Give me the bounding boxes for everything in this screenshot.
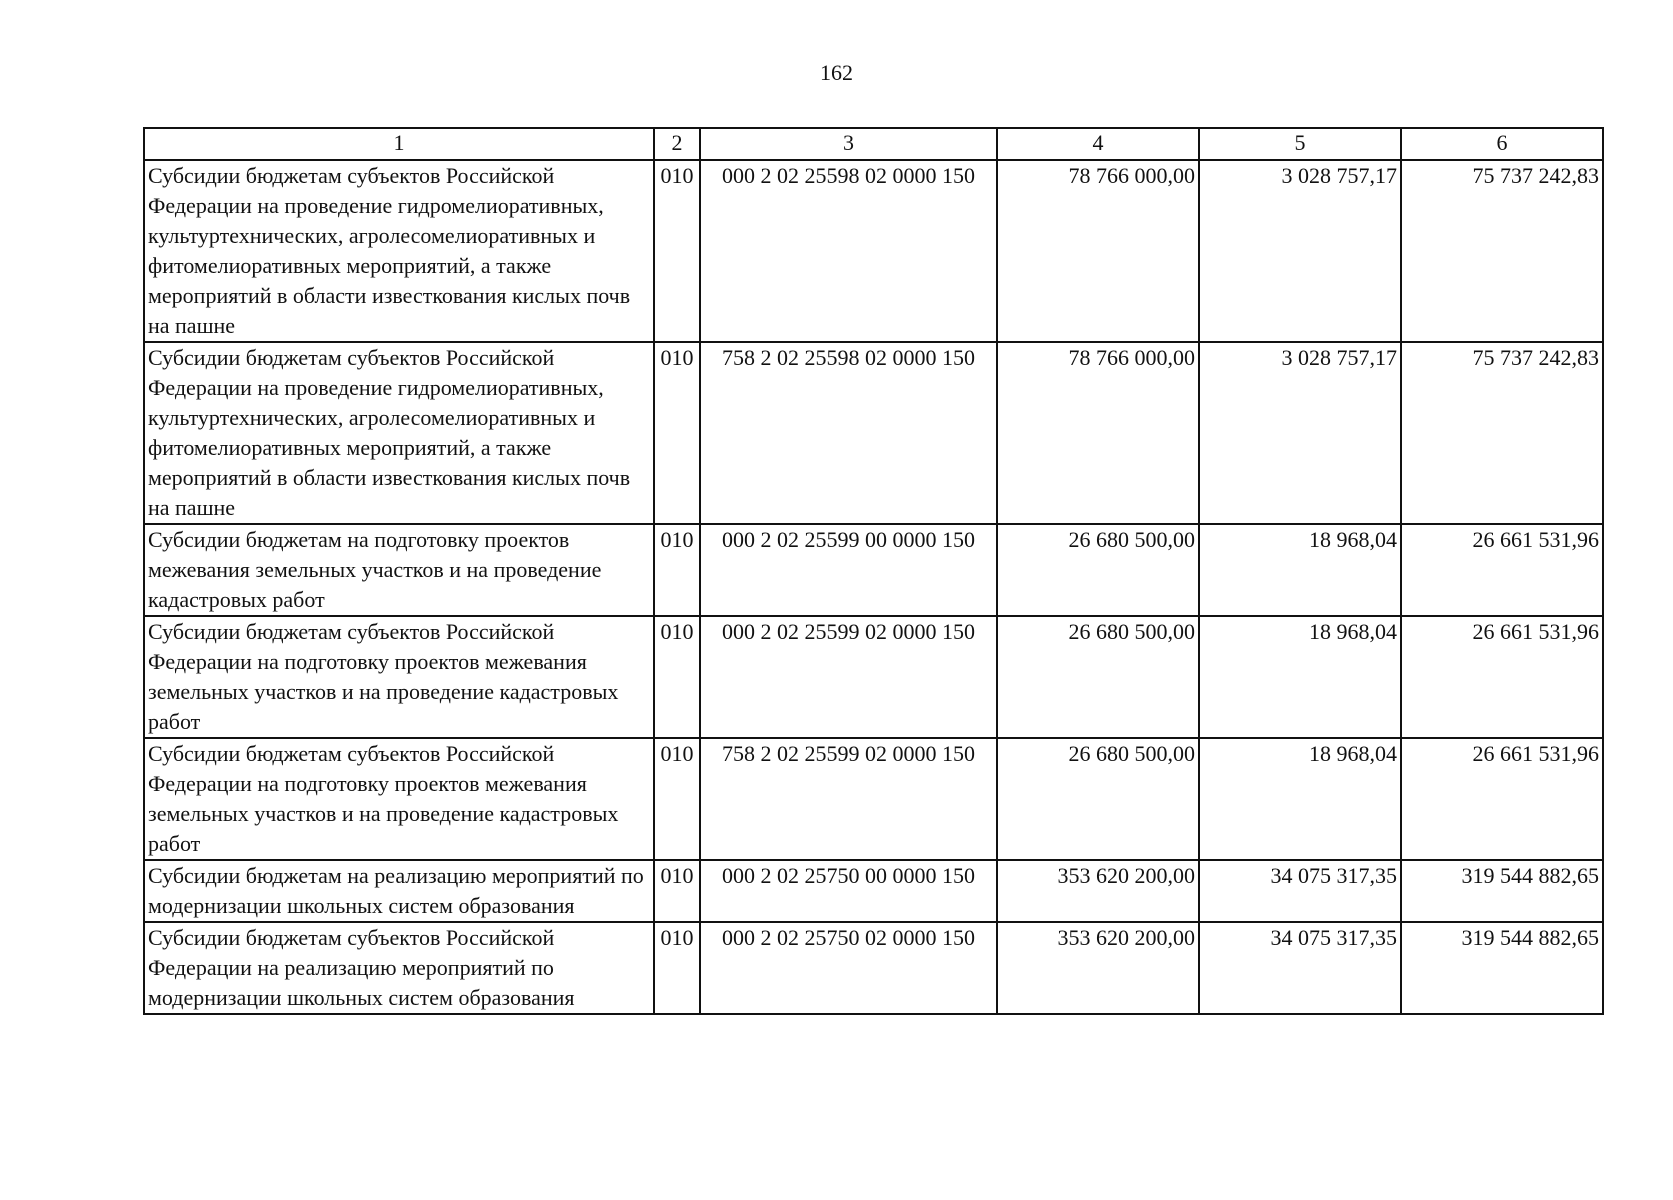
row-code: 000 2 02 25750 02 0000 150: [700, 922, 997, 1014]
table-row: [144, 342, 1603, 524]
row-remaining: 26 661 531,96: [1401, 738, 1603, 860]
row-name: Субсидии бюджетам на реализацию мероприятий по модернизации школьных систем образования: [144, 860, 654, 922]
row-section: 010: [654, 524, 700, 616]
header-col-3: 3: [700, 128, 997, 160]
table-row: [144, 160, 1603, 342]
row-section: 010: [654, 860, 700, 922]
header-col-2: 2: [654, 128, 700, 160]
row-code: 000 2 02 25599 00 0000 150: [700, 524, 997, 616]
header-col-4: 4: [997, 128, 1199, 160]
row-section: 010: [654, 342, 700, 524]
row-name: Субсидии бюджетам субъектов Российской Федерации на реализацию мероприятий по модернизации школьных систем образования: [144, 922, 654, 1014]
row-remaining: 26 661 531,96: [1401, 616, 1603, 738]
row-executed: 3 028 757,17: [1199, 160, 1401, 342]
row-approved: 353 620 200,00: [997, 922, 1199, 1014]
table-body: [144, 160, 1603, 1014]
row-approved: 78 766 000,00: [997, 160, 1199, 342]
row-executed: 18 968,04: [1199, 738, 1401, 860]
row-approved: 78 766 000,00: [997, 342, 1199, 524]
row-executed: 34 075 317,35: [1199, 860, 1401, 922]
row-code: 000 2 02 25599 02 0000 150: [700, 616, 997, 738]
row-executed: 18 968,04: [1199, 524, 1401, 616]
header-col-1: 1: [144, 128, 654, 160]
row-name: Субсидии бюджетам субъектов Российской Федерации на проведение гидромелиоративных, культуртехнических, агролесомелиоративных и фитомелиоративных мероприятий, а также мероприятий в области известкования кислых почв на пашне: [144, 342, 654, 524]
row-approved: 353 620 200,00: [997, 860, 1199, 922]
row-remaining: 319 544 882,65: [1401, 860, 1603, 922]
table-row: [144, 860, 1603, 922]
row-executed: 3 028 757,17: [1199, 342, 1401, 524]
header-col-5: 5: [1199, 128, 1401, 160]
row-name: Субсидии бюджетам субъектов Российской Федерации на проведение гидромелиоративных, культуртехнических, агролесомелиоративных и фитомелиоративных мероприятий, а также мероприятий в области известкования кислых почв на пашне: [144, 160, 654, 342]
row-executed: 18 968,04: [1199, 616, 1401, 738]
row-name: Субсидии бюджетам субъектов Российской Федерации на подготовку проектов межевания земельных участков и на проведение кадастровых работ: [144, 616, 654, 738]
row-code: 758 2 02 25598 02 0000 150: [700, 342, 997, 524]
page-number: 162: [820, 60, 853, 85]
table-row: [144, 524, 1603, 616]
row-remaining: 319 544 882,65: [1401, 922, 1603, 1014]
table-row: [144, 922, 1603, 1014]
row-code: 000 2 02 25750 00 0000 150: [700, 860, 997, 922]
row-approved: 26 680 500,00: [997, 738, 1199, 860]
row-executed: 34 075 317,35: [1199, 922, 1401, 1014]
budget-table: [143, 127, 1604, 1015]
row-section: 010: [654, 922, 700, 1014]
row-code: 758 2 02 25599 02 0000 150: [700, 738, 997, 860]
table-row: [144, 616, 1603, 738]
row-approved: 26 680 500,00: [997, 524, 1199, 616]
row-approved: 26 680 500,00: [997, 616, 1199, 738]
row-section: 010: [654, 738, 700, 860]
table-row: [144, 738, 1603, 860]
header-col-6: 6: [1401, 128, 1603, 160]
table-header: [144, 128, 1603, 160]
row-section: 010: [654, 160, 700, 342]
row-remaining: 75 737 242,83: [1401, 342, 1603, 524]
row-name: Субсидии бюджетам на подготовку проектов межевания земельных участков и на проведение кадастровых работ: [144, 524, 654, 616]
row-code: 000 2 02 25598 02 0000 150: [700, 160, 997, 342]
row-name: Субсидии бюджетам субъектов Российской Федерации на подготовку проектов межевания земельных участков и на проведение кадастровых работ: [144, 738, 654, 860]
row-remaining: 26 661 531,96: [1401, 524, 1603, 616]
row-section: 010: [654, 616, 700, 738]
header-row: [144, 128, 1603, 160]
row-remaining: 75 737 242,83: [1401, 160, 1603, 342]
